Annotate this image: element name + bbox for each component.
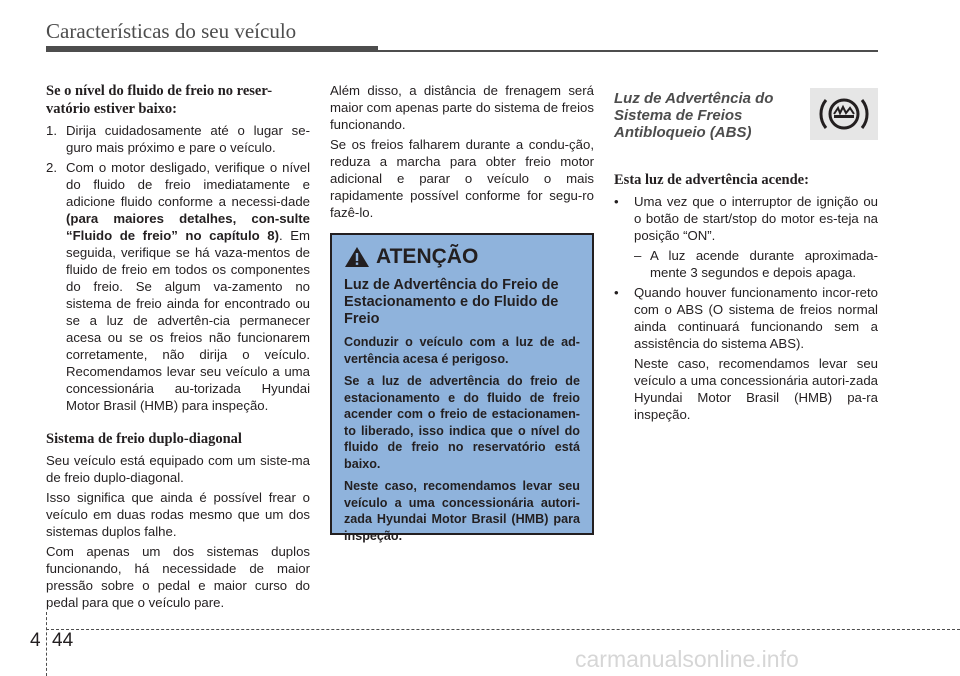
dash-mark: –	[634, 248, 642, 263]
column-right	[614, 90, 878, 426]
text-bold-reference: (para maiores detalhes, con-sulte “Fluido de freio” no capítulo 8)	[66, 211, 310, 243]
warning-heading	[344, 245, 580, 269]
abs-section-title: Luz de Advertência do Sistema de Freios Antibloqueio (ABS)	[614, 90, 774, 141]
warning-paragraph: Neste caso, recomendamos levar seu veículo a uma concessionária autori-zada Hyundai Motor Brasil (HMB) para inspeção.	[344, 479, 580, 543]
header-bar	[46, 46, 378, 52]
text-part: Com o motor desligado, verifique o nível do fluido de freio imediatamente e adicione fluido conforme a necessi-dade	[66, 160, 310, 209]
column-left	[46, 82, 310, 614]
list-item	[46, 122, 310, 156]
section-heading-dual-diagonal: Sistema de freio duplo-diagonal	[46, 431, 242, 447]
column-middle	[330, 82, 594, 224]
page-header-title: Características do seu veículo	[46, 19, 297, 43]
footer-divider-vertical	[46, 612, 47, 676]
bullet-mark: •	[614, 285, 619, 300]
warning-triangle-icon	[344, 246, 370, 268]
footer-divider-horizontal	[46, 629, 960, 630]
warning-subtitle: Luz de Advertência do Freio de Estacionamento e do Fluido de Freio	[344, 277, 559, 327]
paragraph: Além disso, a distância de frenagem será maior com apenas parte do sistema de freios funcionando.	[330, 83, 594, 132]
chapter-number: 4	[30, 630, 41, 651]
page-number: 44	[52, 630, 74, 651]
abs-warning-icon	[810, 88, 878, 140]
list-number: 2.	[46, 160, 57, 175]
paragraph: Neste caso, recomendamos levar seu veículo a uma concessionária autori-zada Hyundai Motor Brasil (HMB) pa-ra inspeção.	[634, 356, 878, 422]
section-heading-light-on: Esta luz de advertência acende:	[614, 172, 809, 188]
warning-paragraph: Conduzir o veículo com a luz de ad-vertência acesa é perigoso.	[344, 335, 580, 366]
list-text: A luz acende durante aproximada-mente 3 segundos e depois apaga.	[650, 248, 878, 280]
list-item	[614, 193, 878, 244]
watermark: carmanualsonline.info	[575, 646, 799, 672]
paragraph: Seu veículo está equipado com um siste-ma de freio duplo-diagonal.	[46, 453, 310, 485]
list-item	[46, 159, 310, 414]
list-text: Uma vez que o interruptor de ignição ou o botão de start/stop do motor es-teja na posição “ON”.	[634, 194, 878, 243]
list-item	[614, 284, 878, 352]
list-text	[66, 159, 310, 414]
paragraph: Se os freios falharem durante a condu-ção, reduza a marcha para obter freio motor adicional e parar o veículo o mais rapidamente possível conforme for segu-ro fazê-lo.	[330, 137, 594, 220]
section-heading-low-fluid: Se o nível do fluido de freio no reser-vatório estiver baixo:	[46, 83, 273, 117]
warning-box	[330, 233, 594, 543]
paragraph: Isso significa que ainda é possível frear o veículo em duas rodas mesmo que um dos sistemas duplos falhe.	[46, 490, 310, 539]
bullet-mark: •	[614, 194, 619, 209]
list-text: Quando houver funcionamento incor-reto com o ABS (O sistema de freios normal ainda continuará funcionando sem a assistência do sistema ABS).	[634, 285, 878, 351]
paragraph: Com apenas um dos sistemas duplos funcionando, há necessidade de maior pressão sobre o pedal e maior curso do pedal para que o veículo pare.	[46, 544, 310, 610]
warning-paragraph: Se a luz de advertência do freio de estacionamento e do fluido de freio acender com o freio de estacionamen-to liberado, isso indica que o nível do fluido de freio no reservatório está baixo.	[344, 374, 580, 471]
list-text: Dirija cuidadosamente até o lugar se-guro mais próximo e pare o veículo.	[66, 123, 310, 155]
warning-title: ATENÇÃO	[376, 245, 479, 268]
list-number: 1.	[46, 123, 57, 138]
list-item	[634, 247, 878, 281]
header-rule	[378, 50, 878, 52]
text-part: . Em seguida, verifique se há vaza-mentos de fluido de freio em todos os componentes do freio. Se algum va-zamento no sistema de freio ainda for encontrado ou se a luz de advertên-cia permanecer acesa ou se os freios não funcionarem corretamente, não dirija o veículo. Recomendamos levar seu veículo a uma concessionária au-torizada Hyundai Motor Brasil (HMB) para inspeção.	[66, 228, 311, 413]
